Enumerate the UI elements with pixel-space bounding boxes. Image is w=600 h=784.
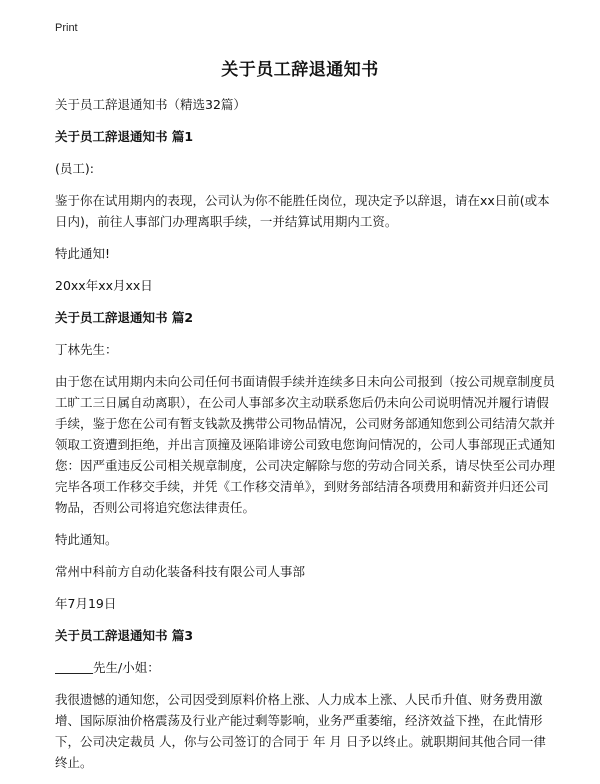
salutation-2: 丁林先生： [55,342,118,357]
signature-2: 常州中科前方自动化装备科技有限公司人事部 [55,564,306,579]
print-link[interactable]: Print [55,22,78,34]
salutation-3: 先生/小姐： [93,660,160,675]
name-blank-line [55,659,93,674]
body-paragraph-2: 由于您在试用期内未向公司任何书面请假手续并连续多日未向公司报到（按公司规章制度员工旷工三日属自动离职），在公司人事部多次主动联系您后仍未向公司说明情况并履行请假手续，鉴于您在公司有暂支钱款及携带公司物品情况，公司财务部通知您到公司结清欠款并领取工资遭到拒绝，并出言顶撞及诬陷诽谤公司致电您询问情况的，公司人事部现正式通知您：因严重违反公司相关规章制度，公司决定解除与您的劳动合同关系，请尽快至公司办理完毕各项工作移交手续，并凭《工作移交清单》，到财务部结清各项费用和薪资并归还公司物品，否则公司将追究您法律责任。 [55,374,556,515]
document-title: 关于员工辞退通知书 [221,60,379,80]
closing-2: 特此通知。 [55,532,118,547]
date-2: 年7月19日 [55,596,117,611]
salutation-1: (员工): [55,161,94,176]
document-body [55,94,555,784]
intro-line: 关于员工辞退通知书（精选32篇） [55,97,246,112]
date-1: 20xx年xx月xx日 [55,278,153,293]
closing-1: 特此通知! [55,246,111,261]
body-paragraph-1: 鉴于你在试用期内的表现，公司认为你不能胜任岗位，现决定予以辞退，请在xx日前(或本日内)，前往人事部门办理离职手续，一并结算试用期内工资。 [55,193,550,229]
salutation-3-line [55,657,555,678]
body-paragraph-3: 我很遗憾的通知您，公司因受到原料价格上涨、人力成本上涨、人民币升值、财务费用激增、国际原油价格震荡及行业产能过剩等影响，业务严重萎缩，经济效益下挫，在此情形下，公司决定裁员 人，你与公司签订的合同于 年 月 日予以终止。就职期间其他合同一律终止。 [55,692,546,770]
section-heading-3: 关于员工辞退通知书 篇3 [55,628,194,643]
section-heading-2: 关于员工辞退通知书 篇2 [55,310,194,325]
section-heading-1: 关于员工辞退通知书 篇1 [55,129,194,144]
